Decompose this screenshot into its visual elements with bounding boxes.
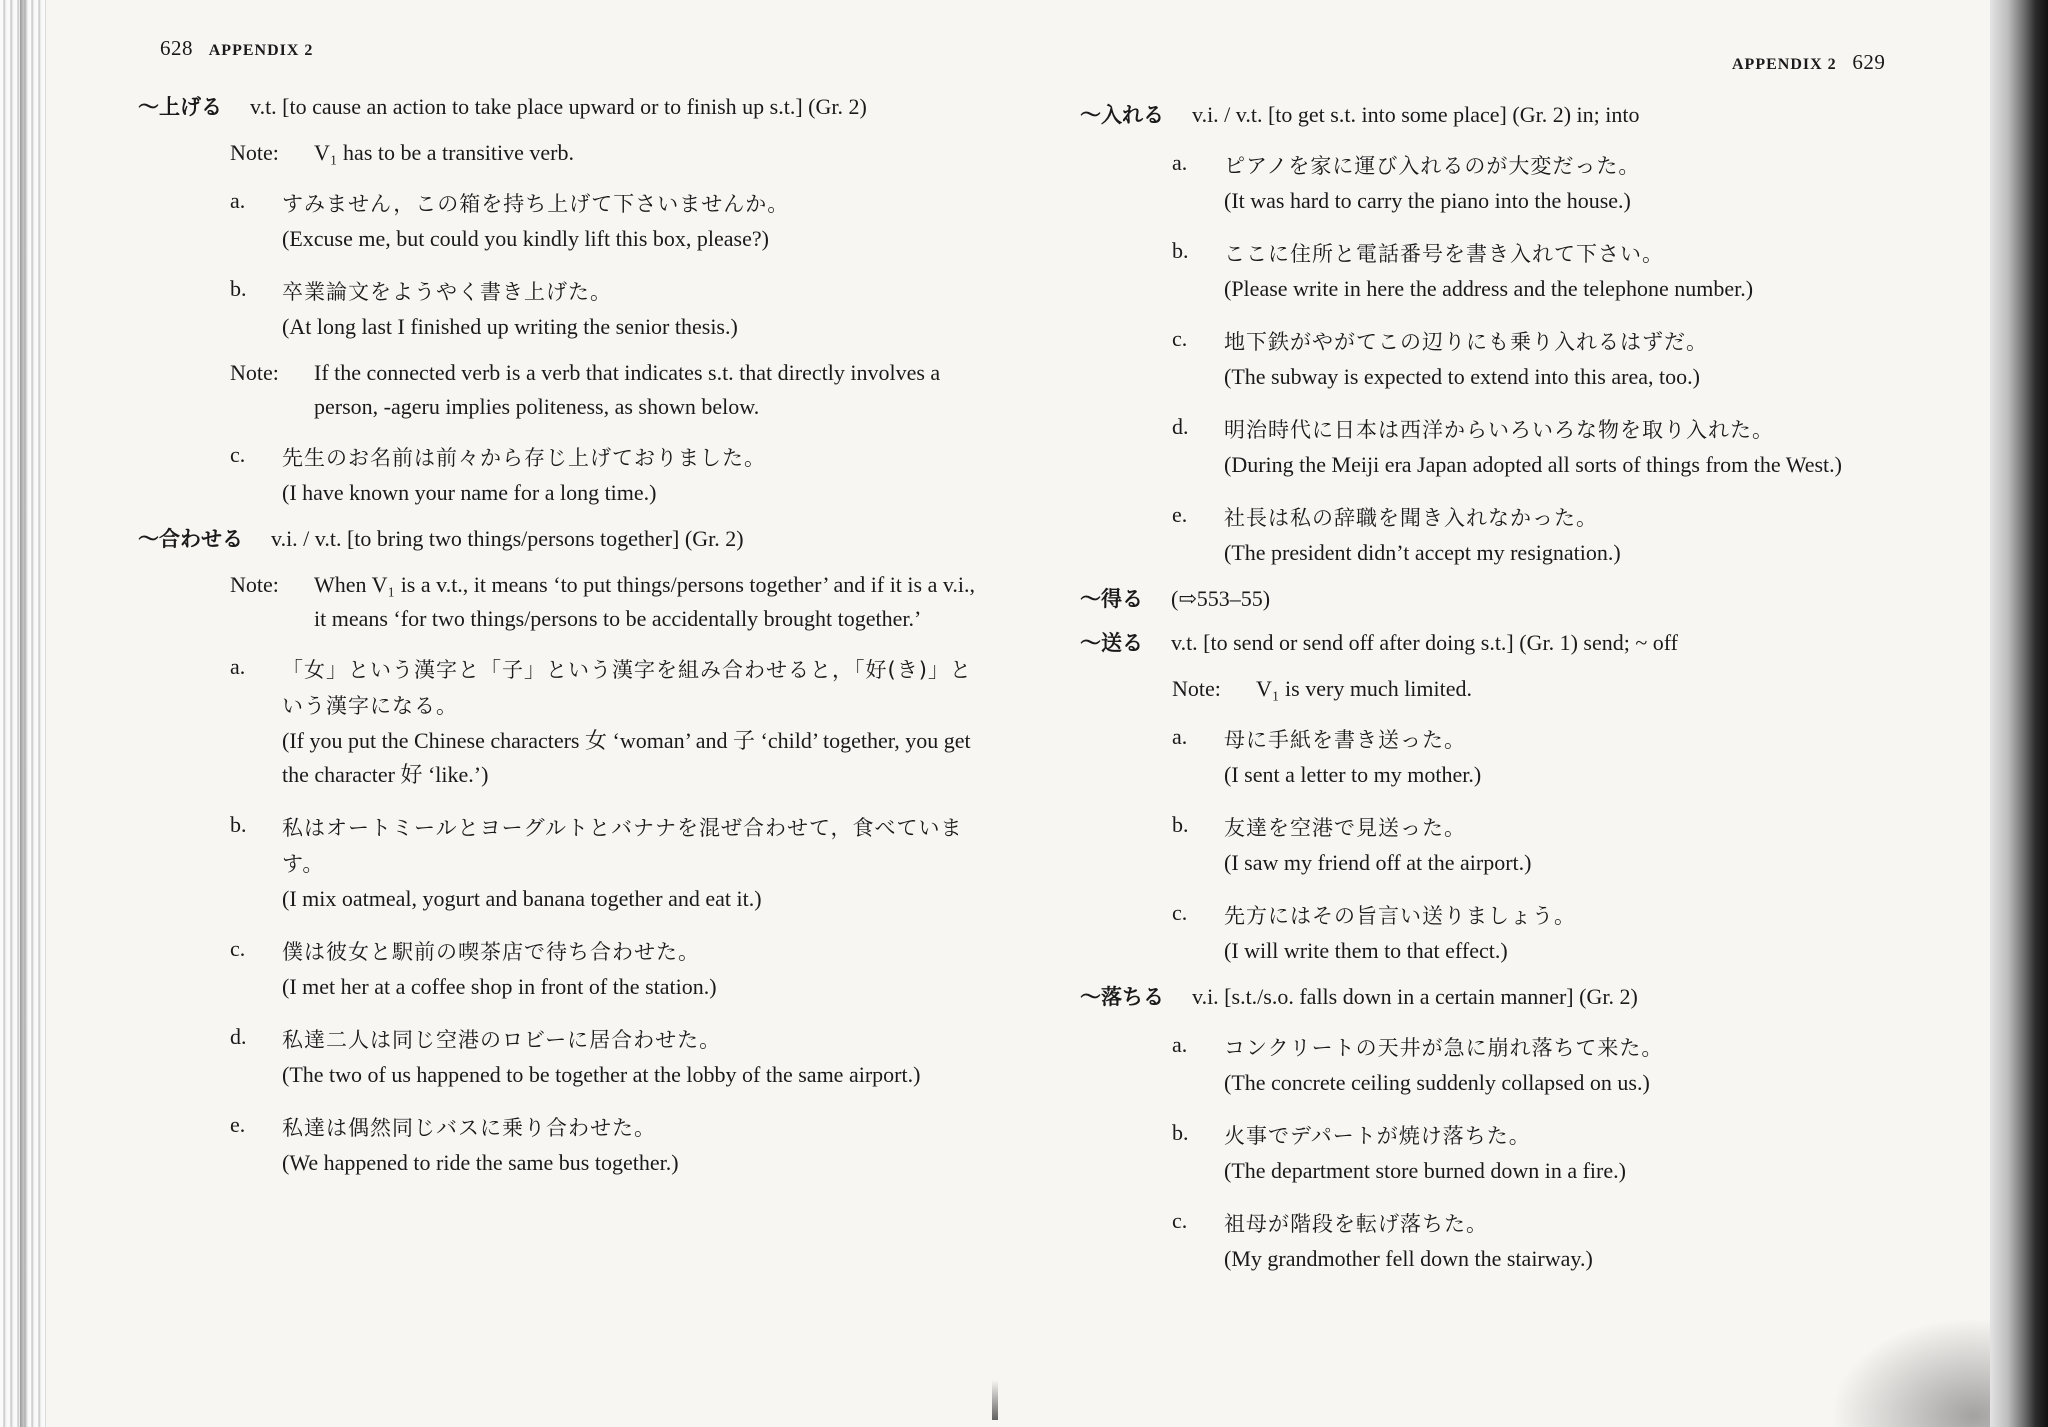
dictionary-entry — [138, 90, 978, 510]
example-sentence — [230, 804, 978, 916]
english-translation: (I will write them to that effect.) — [1224, 938, 1508, 963]
japanese-sentence: コンクリートの天井が急に崩れ落ちて来た。 — [1224, 1036, 1664, 1060]
example-label: c. — [1172, 326, 1188, 351]
definition: v.i. / v.t. [to get s.t. into some place] (Gr. 2) in; into — [1192, 102, 1640, 127]
english-translation: (The department store burned down in a fire.) — [1224, 1158, 1626, 1183]
note-text: V₁ is very much limited. — [1256, 676, 1473, 701]
definition: v.t. [to send or send off after doing s.t.] (Gr. 1) send; ~ off — [1171, 630, 1679, 655]
note-label: Note: — [230, 140, 279, 165]
example-label: c. — [230, 442, 246, 467]
running-title: APPENDIX 2 — [208, 42, 314, 59]
japanese-sentence: 明治時代に日本は西洋からいろいろな物を取り入れた。 — [1224, 418, 1774, 442]
example-label: d. — [1172, 414, 1189, 439]
example-label: c. — [1172, 1208, 1188, 1233]
definition: v.i. [s.t./s.o. falls down in a certain manner] (Gr. 2) — [1192, 984, 1638, 1009]
japanese-sentence: すみません，この箱を持ち上げて下さいませんか。 — [282, 192, 790, 216]
example-label: a. — [1172, 724, 1188, 749]
english-translation: (I sent a letter to my mother.) — [1224, 762, 1482, 787]
note-label: Note: — [1172, 676, 1221, 701]
example-sentence — [1172, 1200, 1950, 1276]
example-label: b. — [230, 812, 247, 837]
english-translation: (The subway is expected to extend into this area, too.) — [1224, 364, 1700, 389]
english-translation: (At long last I finished up writing the senior thesis.) — [282, 314, 738, 339]
example-label: a. — [1172, 1032, 1188, 1057]
japanese-sentence: 僕は彼女と駅前の喫茶店で待ち合わせた。 — [282, 940, 700, 964]
usage-note — [230, 136, 978, 170]
headword: 〜上げる — [138, 95, 222, 119]
scan-shadow — [1830, 1317, 1990, 1427]
headword: 〜落ちる — [1080, 985, 1164, 1009]
english-translation: (If you put the Chinese characters 女 ‘woman’ and 子 ‘child’ together, you get the character 好 ‘like.’) — [282, 728, 971, 787]
definition: v.t. [to cause an action to take place upward or to finish up s.t.] (Gr. 2) — [250, 94, 867, 119]
running-title: APPENDIX 2 — [1732, 56, 1837, 73]
english-translation: (My grandmother fell down the stairway.) — [1224, 1246, 1593, 1271]
example-sentence — [1172, 230, 1950, 306]
example-label: e. — [1172, 502, 1188, 527]
example-label: b. — [1172, 1120, 1189, 1145]
usage-note — [230, 356, 978, 424]
example-sentence — [1172, 716, 1950, 792]
note-label: Note: — [230, 360, 279, 385]
right-page-edge — [1990, 0, 2048, 1427]
right-page-content — [1080, 98, 1950, 1288]
definition: (⇨553–55) — [1171, 586, 1271, 611]
dictionary-entry — [1080, 98, 1950, 570]
gutter-mark — [992, 1380, 998, 1420]
example-label: b. — [1172, 812, 1189, 837]
english-translation: (We happened to ride the same bus together.) — [282, 1150, 679, 1175]
example-sentence — [230, 1016, 978, 1092]
usage-note — [230, 568, 978, 636]
japanese-sentence: 祖母が階段を転げ落ちた。 — [1224, 1212, 1488, 1236]
example-label: c. — [1172, 900, 1188, 925]
example-sentence — [230, 1104, 978, 1180]
example-label: b. — [1172, 238, 1189, 263]
left-page — [0, 0, 1020, 1427]
left-page-edge — [0, 0, 46, 1427]
japanese-sentence: 火事でデパートが焼け落ちた。 — [1224, 1124, 1531, 1148]
japanese-sentence: 友達を空港で見送った。 — [1224, 816, 1466, 840]
japanese-sentence: 地下鉄がやがてこの辺りにも乗り入れるはずだ。 — [1224, 330, 1708, 354]
example-sentence — [1172, 892, 1950, 968]
dictionary-entry — [1080, 626, 1950, 968]
definition: v.i. / v.t. [to bring two things/persons together] (Gr. 2) — [271, 526, 744, 551]
dictionary-entry — [1080, 582, 1950, 616]
japanese-sentence: 母に手紙を書き送った。 — [1224, 728, 1466, 752]
english-translation: (It was hard to carry the piano into the house.) — [1224, 188, 1631, 213]
left-page-content — [138, 90, 978, 1192]
example-label: c. — [230, 936, 246, 961]
example-sentence — [1172, 406, 1950, 482]
dictionary-entry — [1080, 980, 1950, 1276]
left-running-head — [160, 36, 313, 61]
example-sentence — [1172, 804, 1950, 880]
headword-line — [1080, 98, 1950, 132]
headword-line — [1080, 980, 1950, 1014]
note-text: When V₁ is a v.t., it means ‘to put things/persons together’ and if it is a v.i., it means ‘for two things/persons to be accidentally brought together.’ — [314, 572, 976, 631]
example-sentence — [230, 434, 978, 510]
example-sentence — [1172, 1024, 1950, 1100]
example-label: a. — [1172, 150, 1188, 175]
english-translation: (Please write in here the address and the telephone number.) — [1224, 276, 1754, 301]
english-translation: (I saw my friend off at the airport.) — [1224, 850, 1532, 875]
page-number: 628 — [160, 36, 193, 60]
right-page — [1020, 0, 2048, 1427]
headword: 〜得る — [1080, 587, 1143, 611]
headword: 〜送る — [1080, 631, 1143, 655]
japanese-sentence: 「女」という漢字と「子」という漢字を組み合わせると，「好(き)」という漢字になる。 — [282, 658, 972, 718]
japanese-sentence: 私はオートミールとヨーグルトとバナナを混ぜ合わせて，食べています。 — [282, 816, 963, 876]
dictionary-entry — [138, 522, 978, 1180]
headword-line — [138, 522, 978, 556]
example-label: b. — [230, 276, 247, 301]
page-number: 629 — [1852, 50, 1886, 74]
japanese-sentence: 卒業論文をようやく書き上げた。 — [282, 280, 612, 304]
example-sentence — [230, 268, 978, 344]
english-translation: (I met her at a coffee shop in front of the station.) — [282, 974, 717, 999]
english-translation: (I mix oatmeal, yogurt and banana together and eat it.) — [282, 886, 762, 911]
example-label: d. — [230, 1024, 247, 1049]
japanese-sentence: 私達二人は同じ空港のロビーに居合わせた。 — [282, 1028, 722, 1052]
example-sentence — [1172, 318, 1950, 394]
japanese-sentence: ここに住所と電話番号を書き入れて下さい。 — [1224, 242, 1664, 266]
japanese-sentence: 先方にはその旨言い送りましょう。 — [1224, 904, 1576, 928]
headword-line — [1080, 582, 1950, 616]
english-translation: (The president didn’t accept my resignation.) — [1224, 540, 1621, 565]
headword: 〜入れる — [1080, 103, 1164, 127]
example-label: e. — [230, 1112, 246, 1137]
note-text: If the connected verb is a verb that indicates s.t. that directly involves a person, -ageru implies politeness, as shown below. — [314, 360, 941, 419]
right-running-head — [1732, 50, 1885, 75]
english-translation: (The two of us happened to be together at the lobby of the same airport.) — [282, 1062, 921, 1087]
headword-line — [1080, 626, 1950, 660]
english-translation: (The concrete ceiling suddenly collapsed on us.) — [1224, 1070, 1650, 1095]
usage-note — [1172, 672, 1950, 706]
note-label: Note: — [230, 572, 279, 597]
example-sentence — [1172, 142, 1950, 218]
note-text: V₁ has to be a transitive verb. — [314, 140, 574, 165]
example-label: a. — [230, 654, 246, 679]
english-translation: (Excuse me, but could you kindly lift this box, please?) — [282, 226, 769, 251]
headword-line — [138, 90, 978, 124]
japanese-sentence: 私達は偶然同じバスに乗り合わせた。 — [282, 1116, 656, 1140]
headword: 〜合わせる — [138, 527, 243, 551]
example-sentence — [1172, 494, 1950, 570]
example-label: a. — [230, 188, 246, 213]
example-sentence — [230, 180, 978, 256]
example-sentence — [1172, 1112, 1950, 1188]
example-sentence — [230, 928, 978, 1004]
japanese-sentence: ピアノを家に運び入れるのが大変だった。 — [1224, 154, 1641, 178]
english-translation: (I have known your name for a long time.) — [282, 480, 657, 505]
japanese-sentence: 社長は私の辞職を聞き入れなかった。 — [1224, 506, 1598, 530]
example-sentence — [230, 646, 978, 792]
japanese-sentence: 先生のお名前は前々から存じ上げておりました。 — [282, 446, 766, 470]
english-translation: (During the Meiji era Japan adopted all sorts of things from the West.) — [1224, 452, 1842, 477]
